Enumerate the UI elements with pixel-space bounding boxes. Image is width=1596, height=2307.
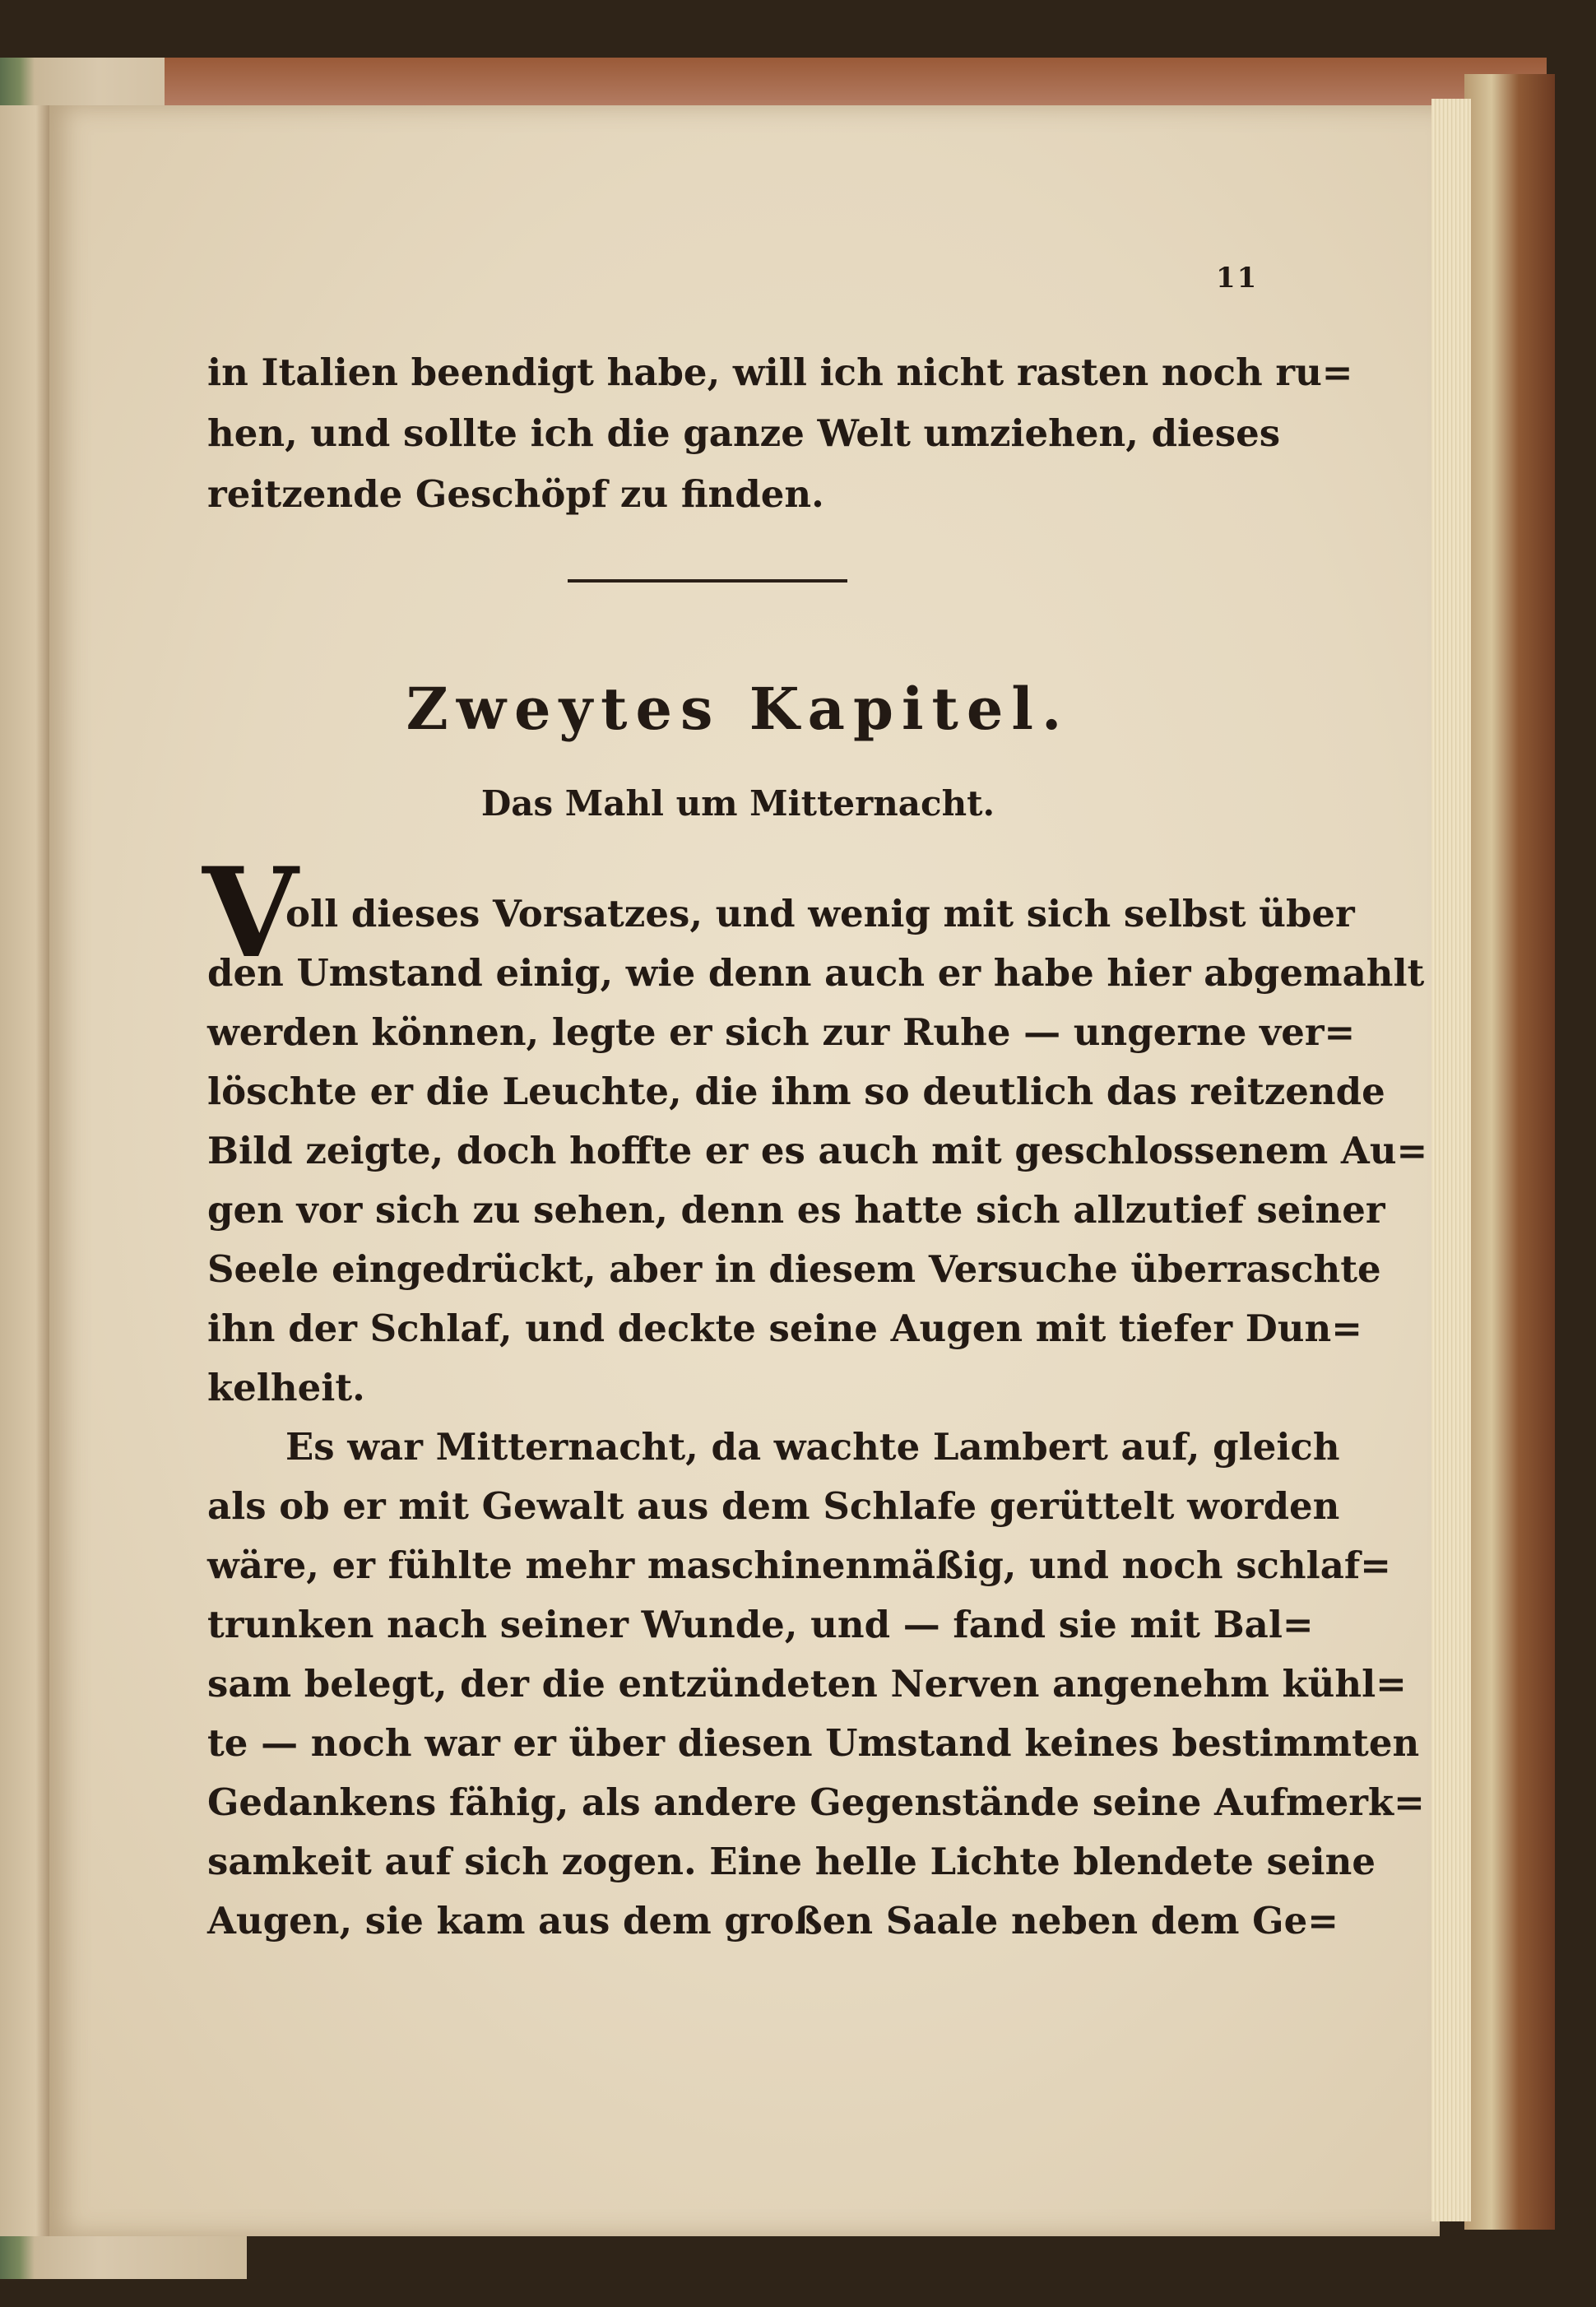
chapter-subtitle: Das Mahl um Mitternacht. [480,783,995,824]
text-line: Gedankens fähig, als andere Gegenstände seine Aufmerk= [207,1780,1425,1824]
text-line: Bild zeigte, doch hoffte er es auch mit geschlossenem Au= [207,1129,1428,1172]
text-line: Es war Mitternacht, da wachte Lambert auf, gleich [285,1425,1340,1469]
section-divider [568,579,847,583]
text-line: oll dieses Vorsatzes, und wenig mit sich selbst über [285,892,1355,935]
left-page-edge [0,105,51,2236]
page-stack-edge [1431,99,1471,2221]
text-line: trunken nach seiner Wunde, und — fand sie mit Bal= [207,1603,1314,1646]
text-line: hen, und sollte ich die ganze Welt umziehen, dieses [207,411,1281,455]
text-line: löschte er die Leuchte, die ihm so deutlich das reitzende [207,1070,1385,1113]
chapter-title: Zweytes Kapitel. [406,675,1070,743]
page-number: 11 [1216,262,1259,295]
text-line: reitzende Geschöpf zu finden. [207,472,824,516]
drop-cap: V [202,841,299,986]
text-line: wäre, er fühlte mehr maschinenmäßig, und noch schlaf= [207,1543,1391,1587]
text-line: in Italien beendigt habe, will ich nicht rasten noch ru= [207,350,1353,394]
text-line: sam belegt, der die entzündeten Nerven angenehm kühl= [207,1662,1407,1706]
text-line: als ob er mit Gewalt aus dem Schlafe gerüttelt worden [207,1484,1340,1528]
text-line: den Umstand einig, wie denn auch er habe hier abgemahlt [207,951,1425,995]
text-line: Augen, sie kam aus dem großen Saale neben dem Ge= [207,1899,1339,1943]
text-line: Seele eingedrückt, aber in diesem Versuche überraschte [207,1247,1381,1291]
text-line: ihn der Schlaf, und deckte seine Augen mit tiefer Dun= [207,1307,1362,1350]
text-line: samkeit auf sich zogen. Eine helle Lichte blendete seine [207,1840,1376,1883]
text-line: werden können, legte er sich zur Ruhe — ungerne ver= [207,1010,1356,1054]
text-line: kelheit. [207,1366,365,1409]
cover-right-edge [1464,74,1555,2230]
text-line: te — noch war er über diesen Umstand keines bestimmten [207,1721,1420,1765]
text-line: gen vor sich zu sehen, denn es hatte sich allzutief seiner [207,1188,1385,1232]
